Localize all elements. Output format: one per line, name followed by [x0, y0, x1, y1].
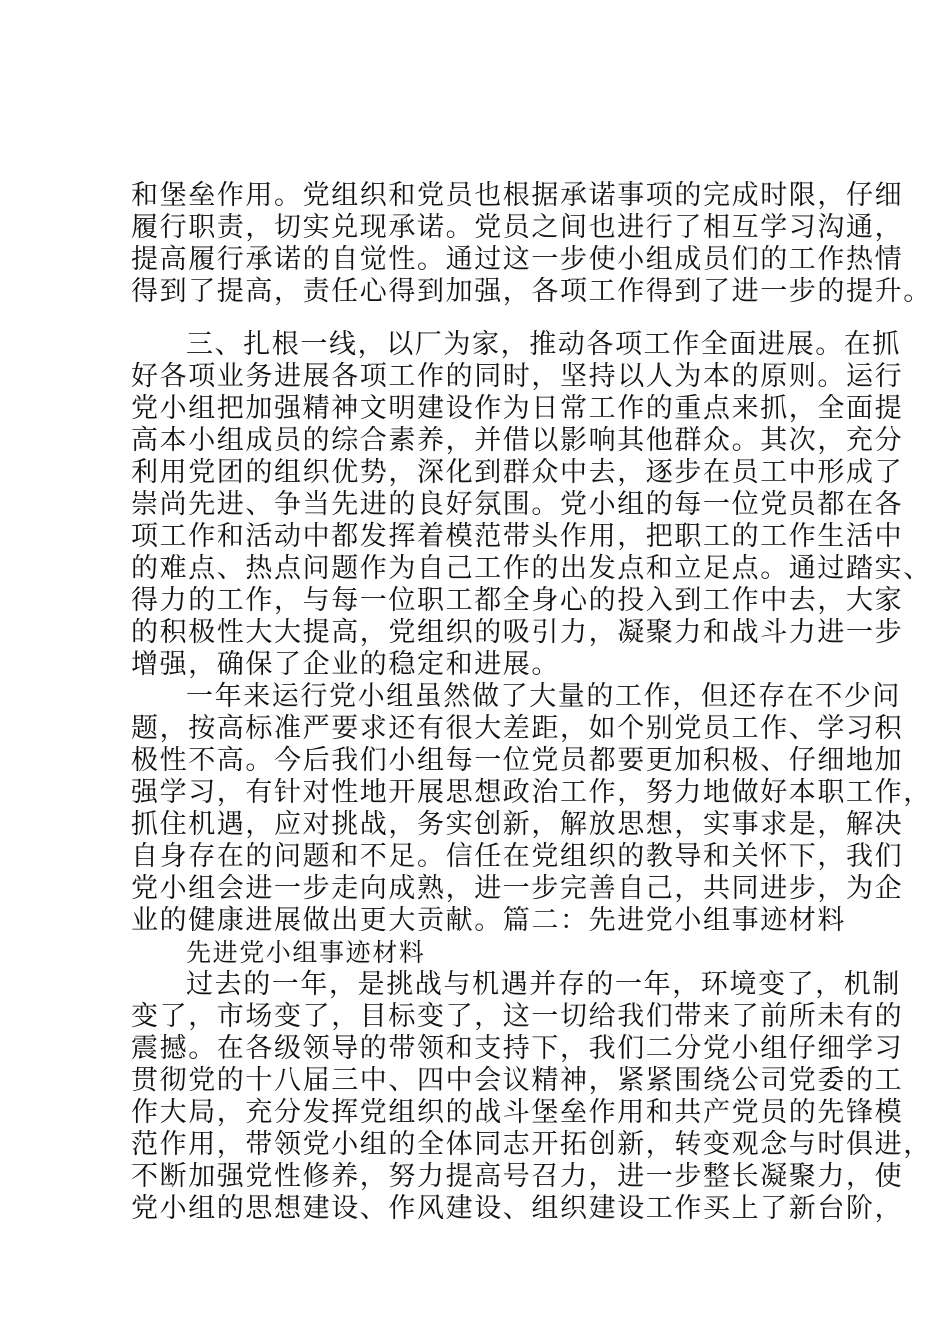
- paragraph-start-line: 过去的一年，是挑战与机遇并存的一年，环境变了，机制: [186, 969, 901, 1000]
- body-text-line: 的积极性大大提高，党组织的吸引力，凝聚力和战斗力进一步: [131, 617, 904, 648]
- body-text-line: 变了，市场变了，目标变了，这一切给我们带来了前所未有的: [131, 1001, 904, 1032]
- body-text-line: 不断加强党性修养，努力提高号召力，进一步整长凝聚力，使: [131, 1161, 904, 1192]
- body-text-line: 作大局，充分发挥党组织的战斗堡垒作用和共产党员的先锋模: [131, 1097, 904, 1128]
- body-text-line: 抓住机遇，应对挑战，务实创新，解放思想，实事求是，解决: [131, 809, 904, 840]
- body-text-line: 极性不高。今后我们小组每一位党员都要更加积极、仔细地加: [131, 745, 904, 776]
- body-text-line: 业的健康进展做出更大贡献。篇二：先进党小组事迹材料: [131, 905, 846, 936]
- section-title-line: 先进党小组事迹材料: [186, 938, 426, 967]
- body-text-line: 自身存在的问题和不足。信任在党组织的教导和关怀下，我们: [131, 841, 904, 872]
- body-text-line: 党小组把加强精神文明建设作为日常工作的重点来抓，全面提: [131, 393, 904, 424]
- body-text-line: 的难点、热点问题作为自己工作的出发点和立足点。通过踏实、: [131, 553, 932, 584]
- body-text-line: 强学习，有针对性地开展思想政治工作，努力地做好本职工作，: [131, 777, 932, 808]
- body-text-line: 得到了提高，责任心得到加强，各项工作得到了进一步的提升。: [131, 276, 932, 307]
- body-text-line: 党小组的思想建设、作风建设、组织建设工作买上了新台阶，: [131, 1193, 904, 1224]
- body-text-line: 震撼。在各级领导的带领和支持下，我们二分党小组仔细学习: [131, 1033, 904, 1064]
- body-text-line: 增强，确保了企业的稳定和进展。: [131, 649, 560, 680]
- section-three-heading-line: 三、扎根一线，以厂为家，推动各项工作全面进展。在抓: [186, 329, 901, 360]
- body-text-line: 项工作和活动中都发挥着模范带头作用，把职工的工作生活中: [131, 521, 904, 552]
- paragraph-start-line: 一年来运行党小组虽然做了大量的工作，但还存在不少问: [186, 681, 901, 712]
- body-text-line: 履行职责，切实兑现承诺。党员之间也进行了相互学习沟通，: [131, 212, 904, 243]
- body-text-line: 党小组会进一步走向成熟，进一步完善自己，共同进步，为企: [131, 873, 904, 904]
- body-text-line: 得力的工作，与每一位职工都全身心的投入到工作中去，大家: [131, 585, 904, 616]
- body-text-line: 崇尚先进、争当先进的良好氛围。党小组的每一位党员都在各: [131, 489, 904, 520]
- body-text-line: 贯彻党的十八届三中、四中会议精神，紧紧围绕公司党委的工: [131, 1065, 904, 1096]
- body-text-line: 题，按高标准严要求还有很大差距，如个别党员工作、学习积: [131, 713, 904, 744]
- body-text-line: 好各项业务进展各项工作的同时，坚持以人为本的原则。运行: [131, 361, 904, 392]
- body-text-line: 和堡垒作用。党组织和党员也根据承诺事项的完成时限，仔细: [131, 180, 904, 211]
- body-text-line: 高本小组成员的综合素养，并借以影响其他群众。其次，充分: [131, 425, 904, 456]
- body-text-line: 提高履行承诺的自觉性。通过这一步使小组成员们的工作热情: [131, 244, 904, 275]
- body-text-line: 范作用，带领党小组的全体同志开拓创新，转变观念与时俱进，: [131, 1129, 932, 1160]
- body-text-line: 利用党团的组织优势，深化到群众中去，逐步在员工中形成了: [131, 457, 904, 488]
